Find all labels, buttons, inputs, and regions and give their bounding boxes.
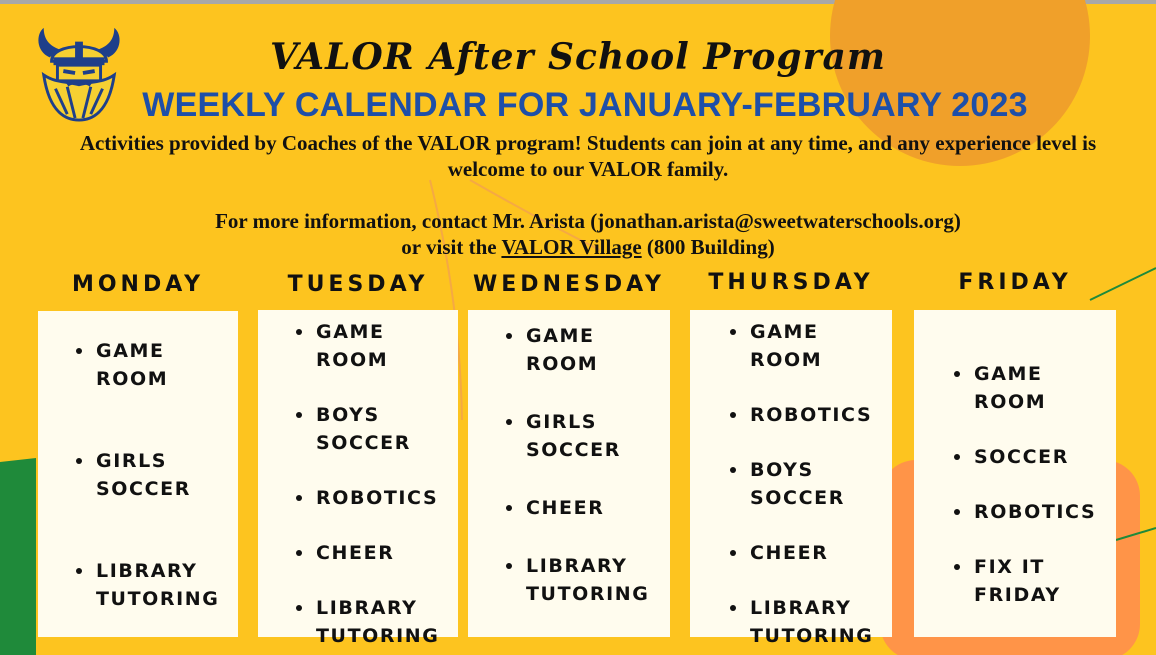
green-leaf-shape xyxy=(0,458,36,655)
activity-item: CHEER xyxy=(504,494,666,522)
day-heading-wednesday: WEDNESDAY xyxy=(473,272,665,297)
contact-prefix: or visit the xyxy=(401,235,502,259)
day-card-monday xyxy=(38,311,238,637)
day-heading-monday: MONDAY xyxy=(71,272,205,297)
activity-list-monday xyxy=(74,337,232,613)
day-heading-tuesday: TUESDAY xyxy=(287,272,429,297)
activity-item: LIBRARY TUTORING xyxy=(728,594,890,650)
activity-item: SOCCER xyxy=(952,443,1112,471)
activity-item: ROBOTICS xyxy=(952,498,1112,526)
contact-suffix: (800 Building) xyxy=(641,235,775,259)
activity-item: LIBRARY TUTORING xyxy=(294,594,456,650)
activity-item: LIBRARY TUTORING xyxy=(504,552,666,608)
program-script-title: VALOR After School Program xyxy=(270,36,886,78)
day-card-tuesday xyxy=(258,310,458,647)
contact-line-1: For more information, contact Mr. Arista (jonathan.arista@sweetwaterschools.org) xyxy=(215,209,961,233)
intro-text: Activities provided by Coaches of the VALOR program! Students can join at any time, and any experience level is welcome to our VALOR family. xyxy=(79,131,1097,181)
activity-item: ROBOTICS xyxy=(728,401,888,429)
valor-village-link[interactable]: VALOR Village xyxy=(501,235,642,259)
activity-list-wednesday xyxy=(504,322,666,608)
activity-list-thursday xyxy=(728,318,888,650)
activity-item: ROBOTICS xyxy=(294,484,454,512)
activity-item: GAME ROOM xyxy=(952,360,1112,416)
day-card-friday xyxy=(914,310,1116,637)
activity-item: CHEER xyxy=(294,539,454,567)
weekly-calendar-title: WEEKLY CALENDAR FOR JANUARY-FEBRUARY 2023 xyxy=(142,86,1028,124)
activity-item: GIRLS SOCCER xyxy=(504,408,636,464)
activity-item: CHEER xyxy=(728,539,888,567)
day-card-wednesday xyxy=(468,310,670,637)
day-card-thursday xyxy=(690,310,892,647)
activity-item: GAME ROOM xyxy=(728,318,888,374)
activity-item: BOYS SOCCER xyxy=(294,401,426,457)
activity-item: BOYS SOCCER xyxy=(728,456,860,512)
activity-item: GAME ROOM xyxy=(294,318,454,374)
activity-item: GAME ROOM xyxy=(504,322,616,378)
activity-list-friday xyxy=(952,360,1112,609)
activity-item: LIBRARY TUTORING xyxy=(74,557,236,613)
activity-list-tuesday xyxy=(294,318,454,650)
activity-item: FIX IT FRIDAY xyxy=(952,553,1074,609)
activity-item: GIRLS SOCCER xyxy=(74,447,216,503)
day-heading-friday: FRIDAY xyxy=(958,270,1072,295)
day-heading-thursday: THURSDAY xyxy=(708,270,874,295)
contact-info xyxy=(60,208,1116,260)
activity-item: GAME ROOM xyxy=(74,337,232,393)
